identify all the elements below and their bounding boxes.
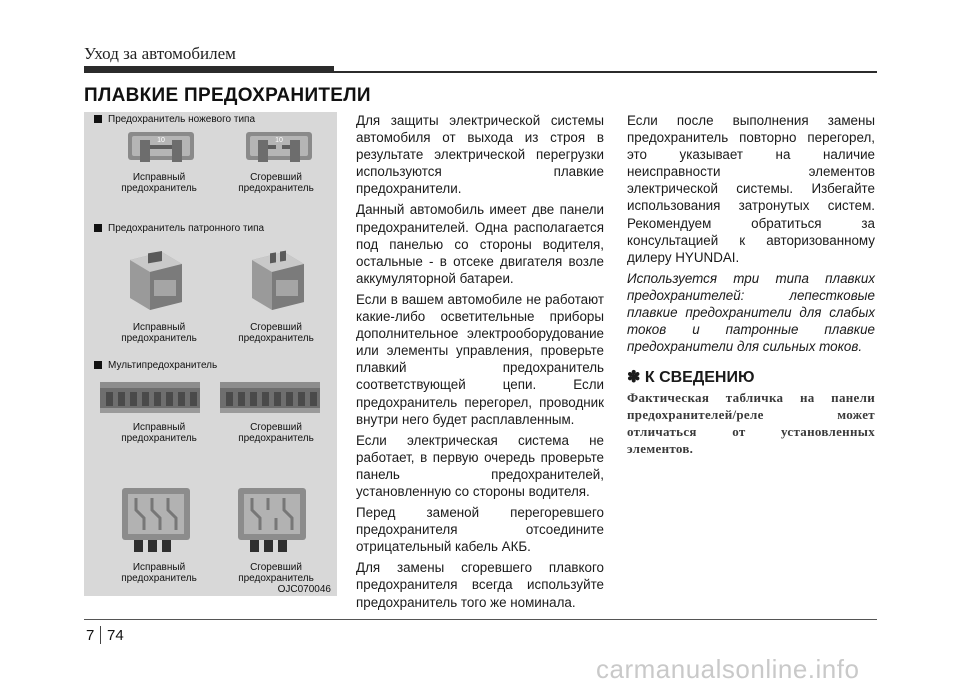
paragraph: Если после выполнения замены предохранитель повторно перегорел, это указывает на наличие неисправности элементов электрической системы. Избегайте использования затронутых систем. Рекомендуем обратиться за консультацией к авторизованному дилеру HYUNDAI. — [627, 113, 875, 265]
blade-fuse-blown-marking: 10 — [275, 137, 283, 144]
multi-fuse-good-image — [98, 376, 202, 424]
multi-good-label: Исправный предохранитель — [121, 422, 197, 444]
blade-blown-label: Сгоревший предохранитель — [238, 172, 314, 194]
block-blown-label: Сгоревший предохранитель — [238, 562, 314, 584]
block-good-label: Исправный предохранитель — [121, 562, 197, 584]
paragraph: Если электрическая система не работает, в первую очередь проверьте панель предохранителей, установленную со стороны водителя. — [356, 432, 604, 499]
cartridge-blown-label: Сгоревший предохранитель — [238, 322, 314, 344]
footer-rule — [84, 619, 877, 620]
page-divider — [100, 626, 101, 644]
paragraph: Данный автомобиль имеет две панели предохранителей. Одна располагается под панелью со стороны водителя, остальные - в отсеке двигателя возле аккумуляторной батареи. — [356, 202, 604, 286]
cartridge-fuse-blown-image — [244, 246, 310, 312]
cartridge-good-label: Исправный предохранитель — [121, 322, 197, 344]
multi-blown-label: Сгоревший предохранитель — [238, 422, 314, 444]
page-chapter: 7 — [86, 627, 95, 644]
blade-good-label: Исправный предохранитель — [121, 172, 197, 194]
multi-fuse-blown-image — [218, 376, 322, 424]
paragraph: Перед заменой перегоревшего предохранителя отсоедините отрицательный кабель АКБ. — [356, 505, 604, 555]
caution-title: ✽ К СВЕДЕНИЮ — [627, 369, 755, 387]
watermark: carmanualsonline.info — [596, 654, 860, 684]
blade-fuse-blown-image — [244, 128, 314, 166]
figure-caption-multi: Мультипредохранитель — [94, 360, 217, 371]
body-column-1 — [356, 112, 604, 615]
bullet-square-icon — [94, 361, 102, 369]
bullet-square-icon — [94, 224, 102, 232]
italic-note: Используется три типа плавких предохранителей: лепестковые плавкие предохранители для слабых токов и патронные плавкие предохранители для сильных токов. — [627, 270, 875, 355]
fuse-figure — [84, 112, 337, 596]
caution-text: Фактическая табличка на панели предохранителей/реле может отличаться от установленных элементов. — [627, 390, 875, 457]
header-rule-thick — [84, 66, 334, 73]
block-fuse-blown-image — [234, 484, 310, 560]
section-title: ПЛАВКИЕ ПРЕДОХРАНИТЕЛИ — [84, 85, 371, 106]
page-number: 74 — [107, 627, 124, 644]
header-rule-thin — [334, 71, 877, 73]
body-column-2 — [627, 112, 875, 457]
figure-code: OJC070046 — [277, 584, 331, 595]
block-fuse-good-image — [118, 484, 194, 560]
paragraph: Для защиты электрической системы автомобиля от выхода из строя в результате электрической перегрузки используются плавкие предохранители. — [356, 113, 604, 197]
blade-fuse-good-image — [126, 128, 196, 166]
paragraph: Для замены сгоревшего плавкого предохранителя всегда используйте предохранитель того же номинала. — [356, 560, 604, 610]
header-title: Уход за автомобилем — [84, 44, 236, 63]
blade-fuse-good-marking: 10 — [157, 137, 165, 144]
bullet-square-icon — [94, 115, 102, 123]
paragraph: Если в вашем автомобиле не работают какие-либо осветительные приборы дополнительное электрооборудование или элементы управления, проверьте плавкий предохранитель соответствующей цепи. Если предохранитель перегорел, проводник внутри него будет расплавленным. — [356, 291, 604, 427]
figure-caption-cartridge: Предохранитель патронного типа — [94, 223, 264, 234]
figure-caption-blade: Предохранитель ножевого типа — [94, 114, 255, 125]
cartridge-fuse-good-image — [122, 246, 188, 312]
